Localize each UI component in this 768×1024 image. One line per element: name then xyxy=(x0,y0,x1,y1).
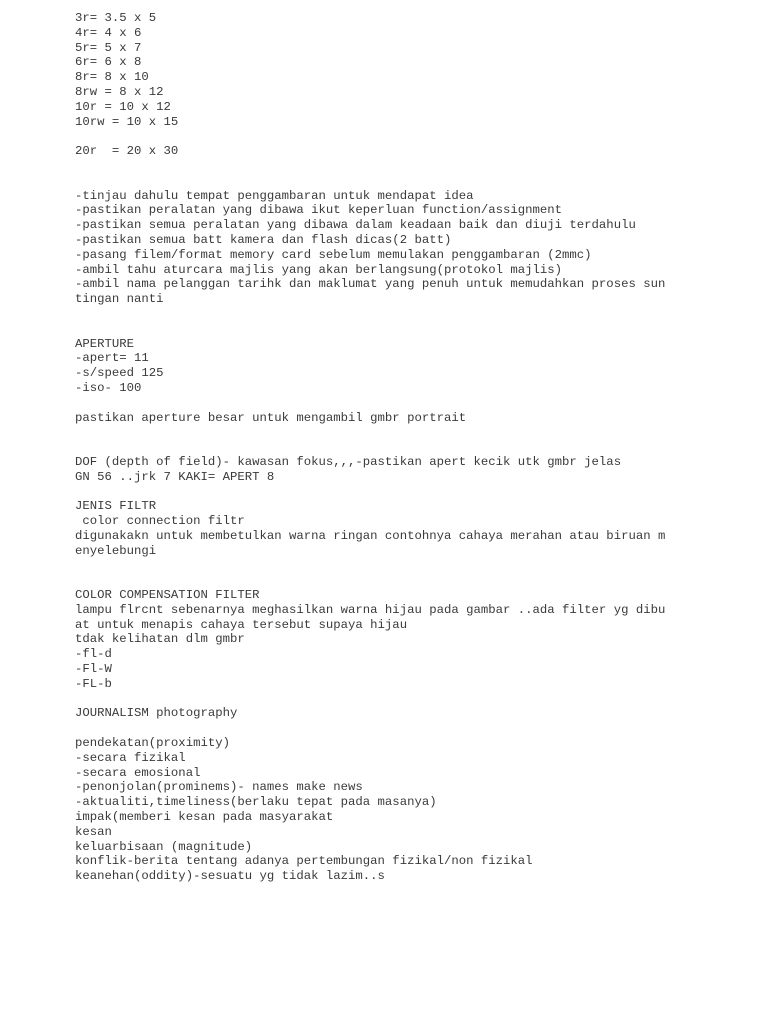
text-line: JENIS FILTR xyxy=(75,499,157,514)
text-line: keanehan(oddity)-sesuatu yg tidak lazim..s xyxy=(75,869,385,884)
blank-line xyxy=(75,307,755,322)
text-line: GN 56 ..jrk 7 KAKI= APERT 8 xyxy=(75,469,275,484)
text-line: 8rw = 8 x 12 xyxy=(75,84,164,99)
text-line: digunakakn untuk membetulkan warna ringan contohnya cahaya merahan atau biruan m xyxy=(75,528,666,543)
text-line: enyelebungi xyxy=(75,543,157,558)
text-line: -ambil nama pelanggan tarihk dan maklumat yang penuh untuk memudahkan proses sun xyxy=(75,277,666,292)
text-line: -pastikan semua peralatan yang dibawa dalam keadaan baik dan diuji terdahulu xyxy=(75,218,636,233)
text-line: pastikan aperture besar untuk mengambil gmbr portrait xyxy=(75,410,467,425)
blank-line xyxy=(75,425,755,440)
text-line: -pastikan semua batt kamera dan flash dicas(2 batt) xyxy=(75,232,452,247)
blank-line xyxy=(75,573,755,588)
document-body xyxy=(75,11,755,884)
text-line: -secara emosional xyxy=(75,765,201,780)
text-line: COLOR COMPENSATION FILTER xyxy=(75,588,260,603)
text-line: -apert= 11 xyxy=(75,351,149,366)
text-line: 4r= 4 x 6 xyxy=(75,25,142,40)
text-line: -FL-b xyxy=(75,676,112,691)
text-line: -aktualiti,timeliness(berlaku tepat pada masanya) xyxy=(75,795,437,810)
text-line: at untuk menapis cahaya tersebut supaya hijau xyxy=(75,617,408,632)
text-line: color connection filtr xyxy=(75,514,245,529)
text-line: 3r= 3.5 x 5 xyxy=(75,11,157,25)
text-line: -pasang filem/format memory card sebelum memulakan penggambaran (2mmc) xyxy=(75,247,592,262)
text-line: -Fl-W xyxy=(75,662,112,677)
page-bottom-mark xyxy=(130,1016,170,1024)
blank-line xyxy=(75,485,755,500)
blank-line xyxy=(75,440,755,455)
text-line: 8r= 8 x 10 xyxy=(75,70,149,85)
text-line: APERTURE xyxy=(75,336,135,351)
text-line: tdak kelihatan dlm gmbr xyxy=(75,632,245,647)
text-line: DOF (depth of field)- kawasan fokus,,,-pastikan apert kecik utk gmbr jelas xyxy=(75,454,622,469)
blank-line xyxy=(75,721,755,736)
blank-line xyxy=(75,174,755,189)
text-line: -fl-d xyxy=(75,647,112,662)
text-line: JOURNALISM photography xyxy=(75,706,238,721)
text-line: keluarbisaan (magnitude) xyxy=(75,839,253,854)
text-line: 5r= 5 x 7 xyxy=(75,40,142,55)
text-line: 20r = 20 x 30 xyxy=(75,144,179,159)
text-line: -iso- 100 xyxy=(75,380,142,395)
text-line: -s/speed 125 xyxy=(75,366,164,381)
text-line: 6r= 6 x 8 xyxy=(75,55,142,70)
text-line: -tinjau dahulu tempat penggambaran untuk mendapat idea xyxy=(75,188,474,203)
blank-line xyxy=(75,159,755,174)
text-line: -secara fizikal xyxy=(75,750,186,765)
blank-line xyxy=(75,692,755,707)
text-line: kesan xyxy=(75,824,112,839)
text-line: lampu flrcnt sebenarnya meghasilkan warna hijau pada gambar ..ada filter yg dibu xyxy=(75,602,666,617)
text-line: -penonjolan(prominems)- names make news xyxy=(75,780,363,795)
text-line: 10r = 10 x 12 xyxy=(75,99,171,114)
text-line: impak(memberi kesan pada masyarakat xyxy=(75,810,334,825)
text-line: 10rw = 10 x 15 xyxy=(75,114,179,129)
blank-line xyxy=(75,558,755,573)
text-line: tingan nanti xyxy=(75,292,164,307)
text-line: pendekatan(proximity) xyxy=(75,736,230,751)
blank-line xyxy=(75,396,755,411)
blank-line xyxy=(75,322,755,337)
blank-line xyxy=(75,129,755,144)
text-line: -pastikan peralatan yang dibawa ikut keperluan function/assignment xyxy=(75,203,563,218)
text-line: -ambil tahu aturcara majlis yang akan berlangsung(protokol majlis) xyxy=(75,262,563,277)
text-line: konflik-berita tentang adanya pertembungan fizikal/non fizikal xyxy=(75,854,533,869)
